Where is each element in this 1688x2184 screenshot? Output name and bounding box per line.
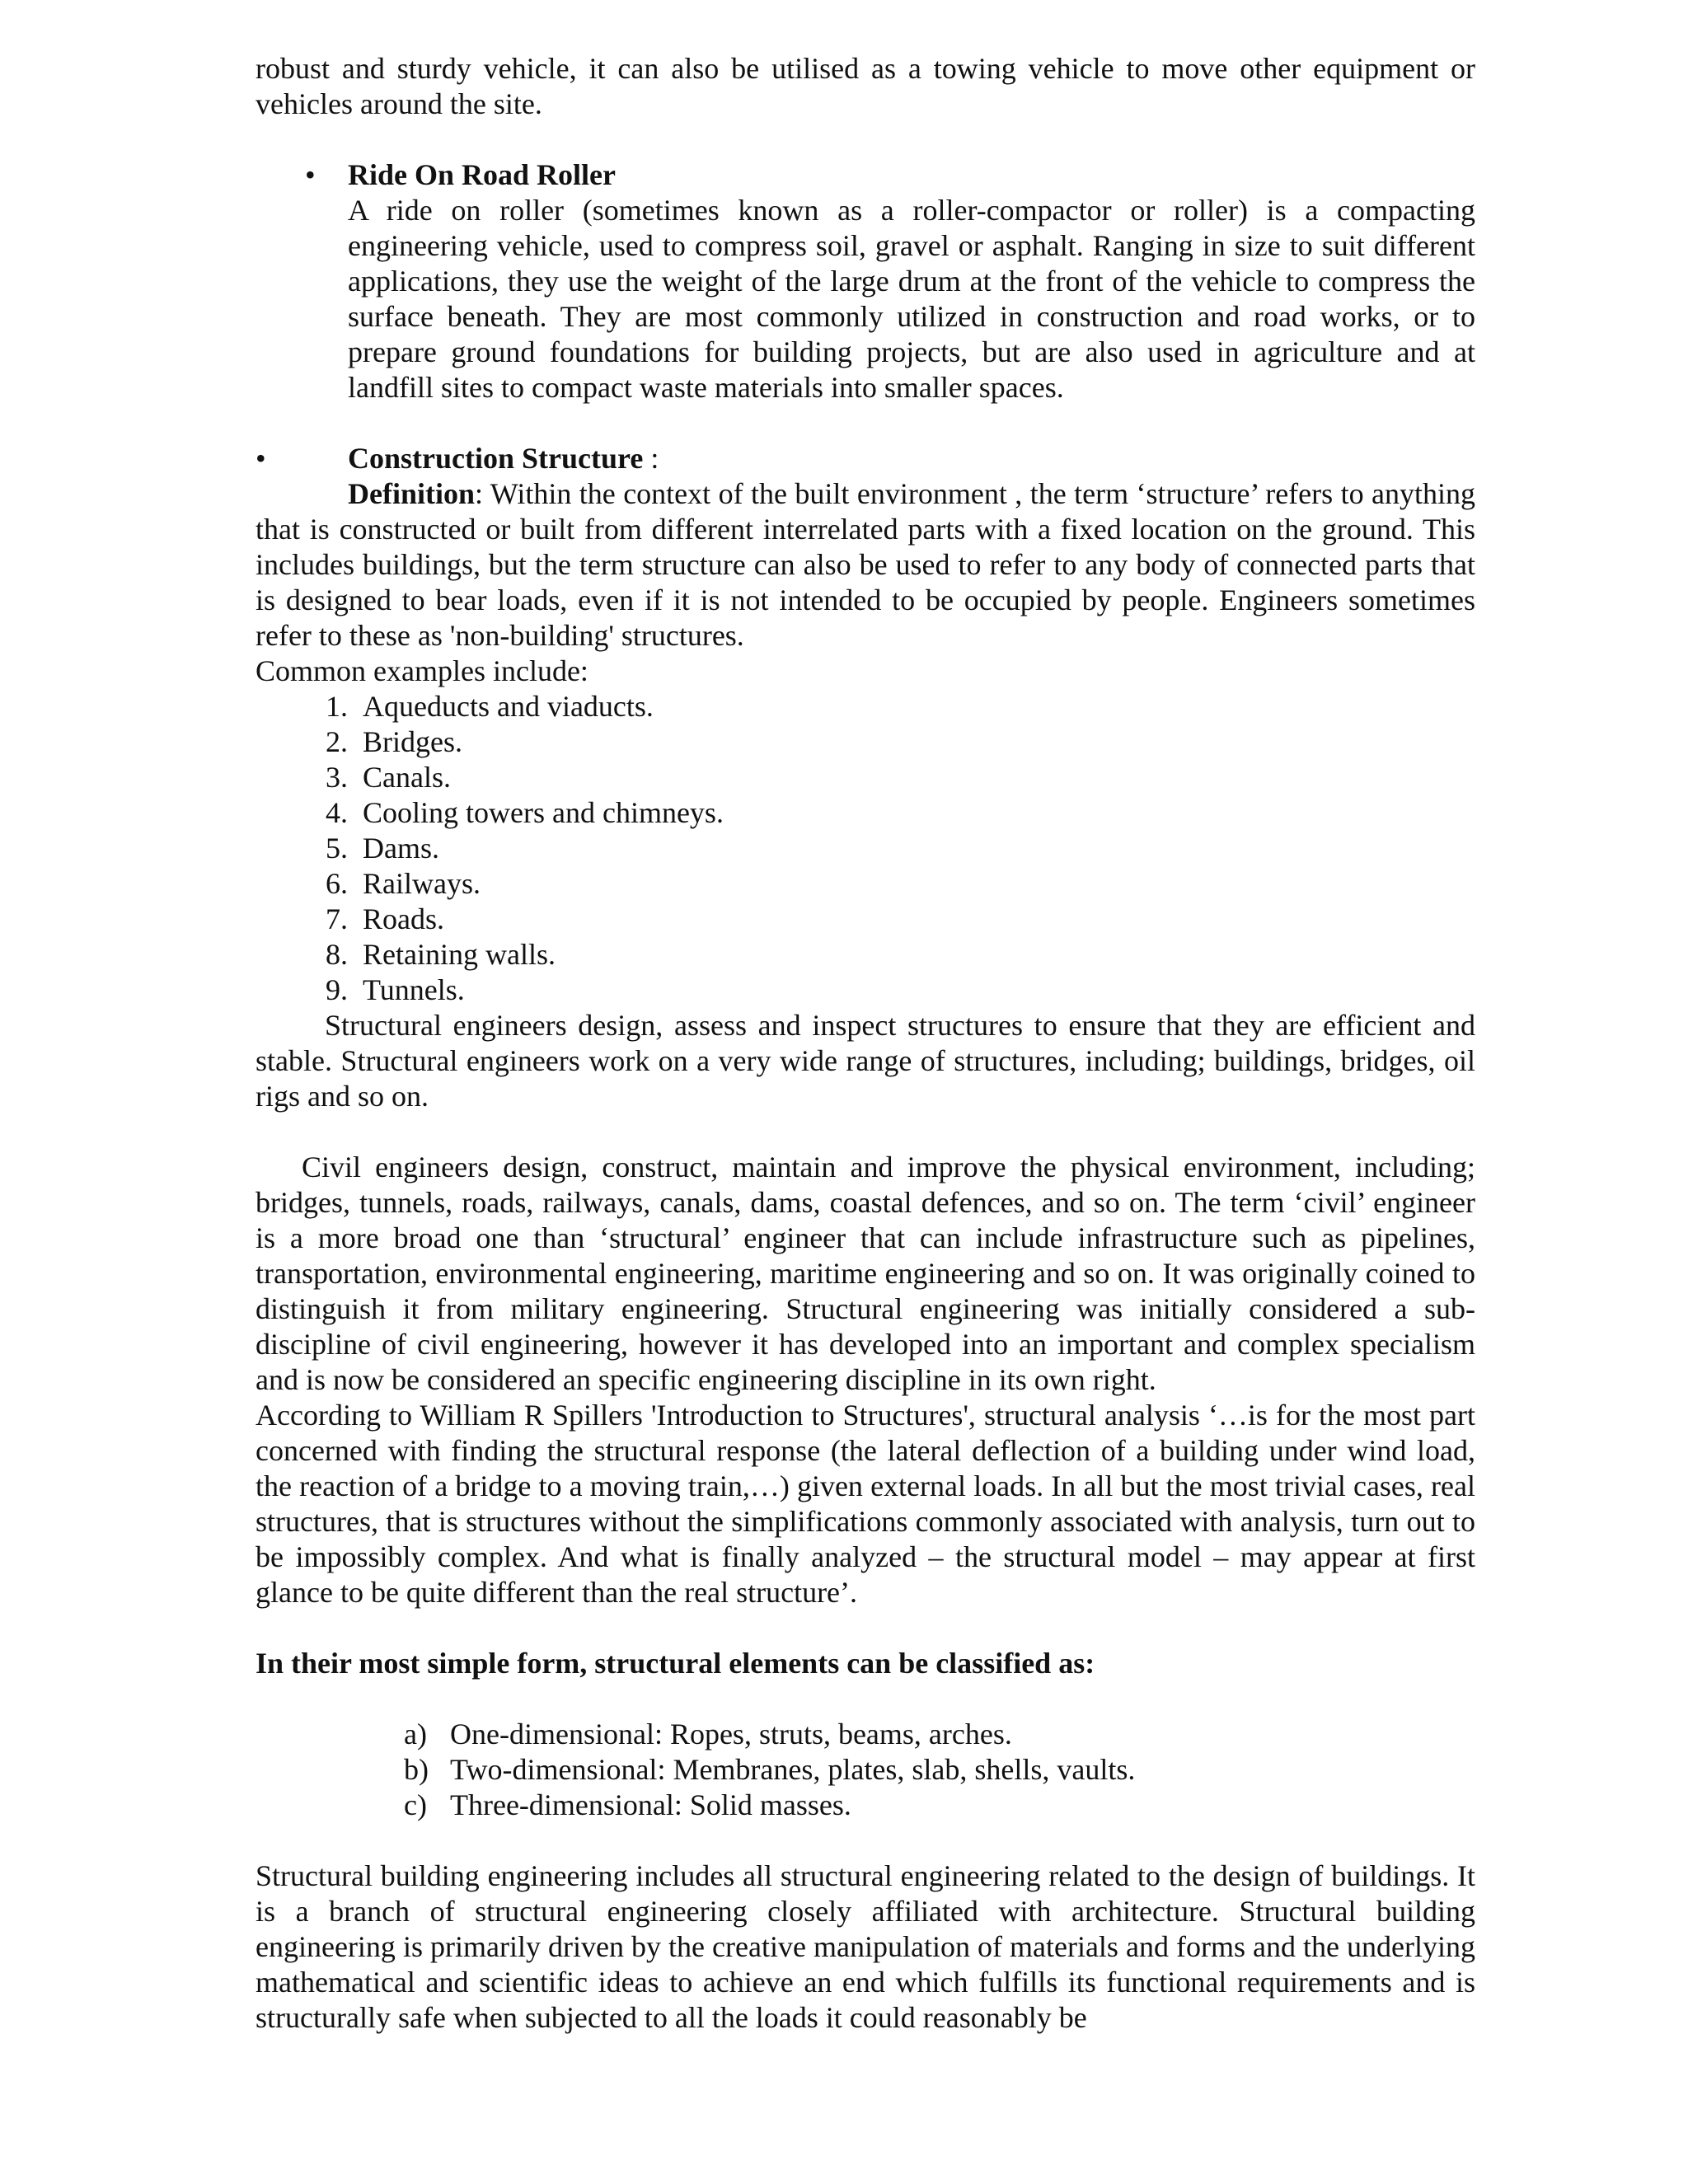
list-item: 7. Roads. — [326, 902, 444, 935]
list-item: 8. Retaining walls. — [326, 938, 556, 971]
list-item: 3. Canals. — [326, 761, 451, 794]
structure-heading: Construction Structure — [348, 442, 644, 475]
list-item: a) One-dimensional: Ropes, struts, beams, arches. — [404, 1718, 1012, 1750]
classification-heading: In their most simple form, structural elements can be classified as: — [256, 1647, 1095, 1680]
definition-text: : Within the context of the built environment , the term ‘structure’ refers to anything that is constructed or built from different interrelated parts with a fixed location on the ground. This includes buildings, but the term structure can also be used to refer to any body of connected parts that is designed to bear loads, even if it is not intended to be occupied by people. Engineers sometimes refer to these as 'non-building' structures. — [256, 477, 1475, 652]
civil-engineers-paragraph: Civil engineers design, construct, maintain and improve the physical environment, including; bridges, tunnels, roads, railways, canals, dams, coastal defences, and so on. The term ‘civil’ engineer is a more broad one than ‘structural’ engineer that can include infrastructure such as pipelines, transportation, environmental engineering, maritime engineering and so on. It was originally coined to distinguish it from military engineering. Structural engineering was initially considered a sub-discipline of civil engineering, however it has developed into an important and complex specialism and is now be considered an specific engineering discipline in its own right. — [256, 1151, 1475, 1396]
list-item: 5. Dams. — [326, 832, 439, 865]
classification-list — [256, 1717, 1475, 1823]
intro-paragraph: robust and sturdy vehicle, it can also be utilised as a towing vehicle to move other equipment or vehicles around the site. — [256, 52, 1475, 120]
list-item: 2. Bridges. — [326, 725, 462, 758]
bullet-icon: • — [305, 158, 316, 191]
structure-section — [256, 441, 1475, 1008]
building-engineering-paragraph: Structural building engineering includes all structural engineering related to the design of buildings. It is a branch of structural engineering closely affiliated with architecture. Structural building engineering is primarily driven by the creative manipulation of materials and forms and the underlying mathematical and scientific ideas to achieve an end which fulfills its functional requirements and is structurally safe when subjected to all the loads it could reasonably be — [256, 1859, 1475, 2034]
list-item: 4. Cooling towers and chimneys. — [326, 796, 724, 829]
structural-engineers-paragraph: Structural engineers design, assess and inspect structures to ensure that they are efficient and stable. Structural engineers work on a very wide range of structures, including; buildings, bridges, oil rigs and so on. — [256, 1009, 1475, 1113]
list-item: 6. Railways. — [326, 867, 481, 900]
bullet-icon: • — [256, 442, 266, 475]
structure-heading-suffix: : — [643, 442, 659, 475]
roller-heading: Ride On Road Roller — [348, 158, 617, 191]
examples-list — [256, 689, 1475, 1008]
list-item: b) Two-dimensional: Membranes, plates, slab, shells, vaults. — [404, 1753, 1136, 1786]
list-item: c) Three-dimensional: Solid masses. — [404, 1788, 851, 1821]
spillers-paragraph: According to William R Spillers 'Introduction to Structures', structural analysis ‘…is for the most part concerned with finding the structural response (the lateral deflection of a building under wind load, the reaction of a bridge to a moving train,…) given external loads. In all but the most trivial cases, real structures, that is structures without the simplifications commonly associated with analysis, turn out to be impossibly complex. And what is finally analyzed – the structural model – may appear at first glance to be quite different than the real structure’. — [256, 1399, 1475, 1609]
list-item: 9. Tunnels. — [326, 973, 465, 1006]
roller-paragraph: A ride on roller (sometimes known as a roller-compactor or roller) is a compacting engineering vehicle, used to compress soil, gravel or asphalt. Ranging in size to suit different applications, they use the weight of the large drum at the front of the vehicle to compress the surface beneath. They are most commonly utilized in construction and road works, or to prepare ground foundations for building projects, but are also used in agriculture and at landfill sites to compact waste materials into smaller spaces. — [348, 194, 1475, 404]
list-item: 1. Aqueducts and viaducts. — [326, 690, 654, 723]
roller-section — [256, 157, 1475, 405]
examples-label: Common examples include: — [256, 654, 588, 687]
document-page — [256, 51, 1475, 2036]
definition-label: Definition — [348, 477, 476, 510]
definition-paragraph — [256, 476, 1475, 654]
